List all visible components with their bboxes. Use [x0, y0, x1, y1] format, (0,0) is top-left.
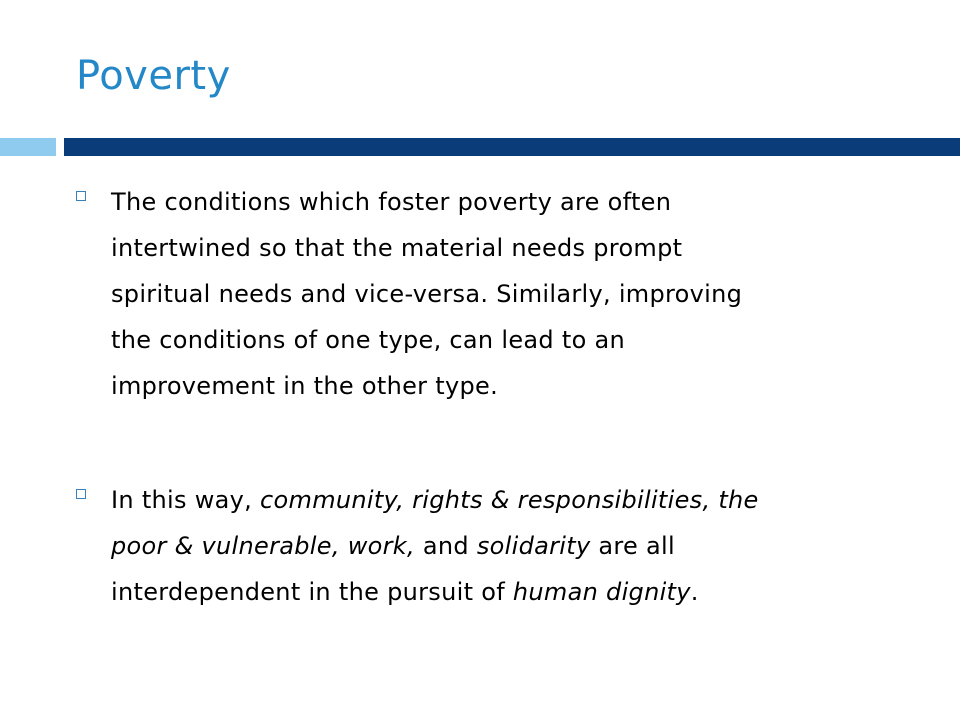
text-segment: interdependent in the pursuit of [111, 578, 513, 606]
bullet-line: The conditions which foster poverty are often [111, 188, 672, 216]
bullet-line: the conditions of one type, can lead to an [111, 326, 626, 354]
title-rule-bar [64, 138, 960, 156]
bullet-line [111, 477, 906, 523]
text-segment: are all [590, 532, 675, 560]
text-segment: . [690, 578, 699, 606]
hollow-square-icon [76, 191, 86, 201]
italic-term: poor & vulnerable, work, [111, 532, 415, 560]
text-segment: In this way, [111, 486, 261, 514]
bullet-item [76, 179, 906, 409]
bullet-line: spiritual needs and vice-versa. Similarly, improving [111, 280, 743, 308]
bullet-line: intertwined so that the material needs prompt [111, 234, 683, 262]
italic-term: community, rights & responsibilities, the [260, 486, 759, 514]
bullet-line: improvement in the other type. [111, 372, 498, 400]
hollow-square-icon [76, 489, 86, 499]
title-rule-accent [0, 138, 56, 156]
bullet-text [111, 477, 906, 615]
slide-title: Poverty [76, 53, 231, 99]
italic-term: solidarity [476, 532, 591, 560]
bullet-item [76, 477, 906, 615]
bullet-line [111, 569, 906, 615]
bullet-text [111, 179, 906, 409]
bullet-line [111, 523, 906, 569]
text-segment: and [414, 532, 477, 560]
italic-term: human dignity [512, 578, 691, 606]
